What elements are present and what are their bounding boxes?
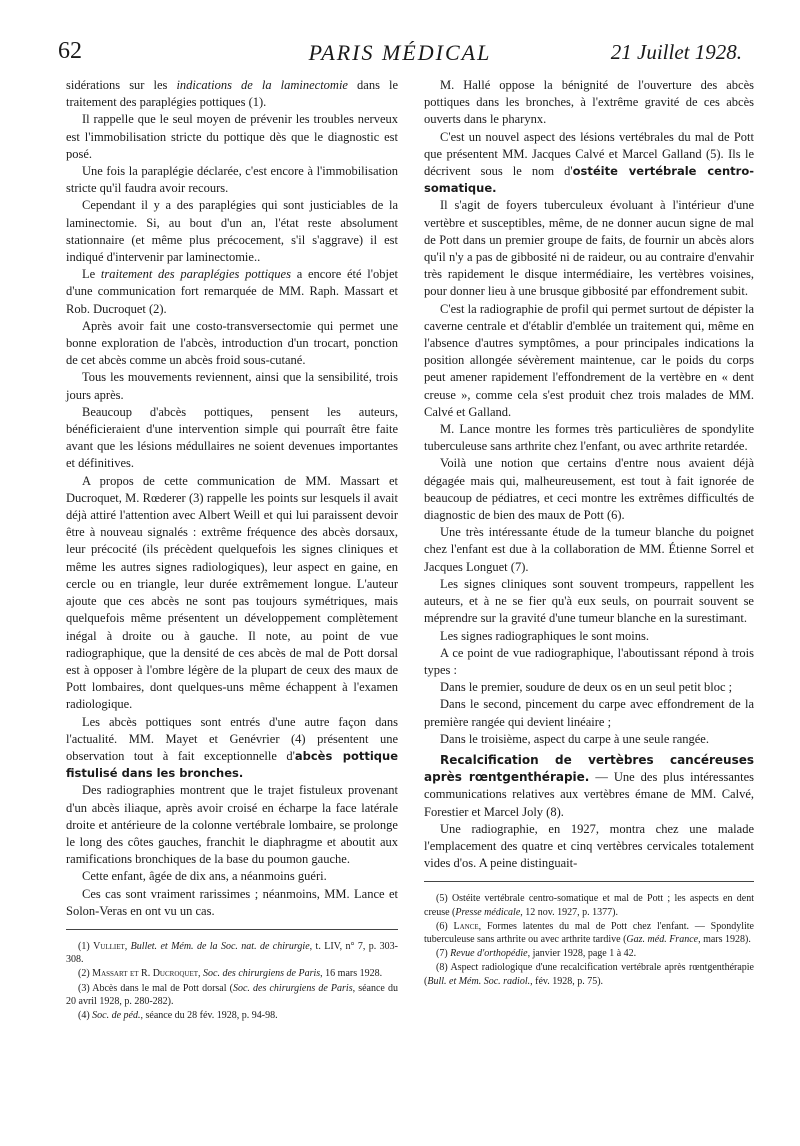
right-column [424, 77, 754, 989]
paragraph: Dans le second, pincement du carpe avec effondrement de la première rangée qui devient linéaire ; [424, 697, 754, 729]
paragraph: Les abcès pottiques sont entrés d'une autre façon dans l'actualité. MM. Mayet et Genévrier (4) présentent une observation tout à fait exceptionnelle d'abcès pottique fistulisé dans les bronches. [66, 714, 398, 781]
paragraph: Il s'agit de foyers tuberculeux évoluant à l'intérieur d'une vertèbre et susceptibles, même, de ne donner aucun signe de mal de Pott dans un premier groupe de faits, de fournir un abcès alors qu'il n'y a pas de gibbosité ni de raideur, ou au contraire d'envahir très rapidement le disque intermédiaire, les vertèbres voisines, pour donner lieu à une brusque gibbosité par effondrement subit. [424, 198, 754, 299]
footnote: (2) Massart et R. Ducroquet, Soc. des chirurgiens de Paris, 16 mars 1928. [78, 968, 383, 980]
paragraph: Tous les mouvements reviennent, ainsi que la sensibilité, trois jours après. [66, 370, 398, 402]
footnote: (7) Revue d'orthopédie, janvier 1928, page 1 à 42. [436, 948, 637, 960]
footnotes [424, 892, 754, 987]
paragraph: A propos de cette communication de MM. Massart et Ducroquet, M. Rœderer (3) rappelle les points sur lesquels il avait déjà attiré l'attention avec Albert Weill et qui lui paraissent devoir être à nouveau signalés : extrême fréquence des abcès dorsaux, leur précocité (ils précèdent quelquefois les signes cliniques et même les autres signes radiologiques), leur aspect en gaine, en cercle ou en triangle, leur durée extrêmement longue. L'auteur ajoute que ces abcès ne sont pas toujours symétriques, mais quelquefois même présentent un développement complètement inégal à droite ou à gauche. Il note, au point de vue radiographique, que la densité de ces abcès de mal de Pott dorsal est à opposer à l'ombre légère de la plupart de ceux des maux de Pott lombaires, dont quelques-uns même échappent à l'examen radiologique. [66, 473, 398, 712]
paragraph: M. Lance montre les formes très particulières de spondylite tuberculeuse sans arthrite chez l'enfant, ou avec arthrite retardée. [424, 422, 754, 454]
paragraph: Dans le premier, soudure de deux os en un seul petit bloc ; [440, 680, 733, 695]
paragraph: M. Hallé oppose la bénignité de l'ouverture des abcès pottiques dans les bronches, à l'extrême gravité de ces abcès ouverts dans le pharynx. [424, 78, 754, 127]
journal-title: PARIS MÉDICAL [308, 40, 492, 65]
paragraph: C'est un nouvel aspect des lésions vertébrales du mal de Pott que présentent MM. Jacques Calvé et Marcel Galland (5). Ils le décrivent sous le nom d'ostéite vertébrale centro-somatique. [424, 129, 754, 196]
footnote: (8) Aspect radiologique d'une recalcification vertébrale après rœntgenthérapie (Bull. et Mém. Soc. radiol., fév. 1928, p. 75). [424, 962, 754, 987]
footnotes [66, 940, 398, 1022]
page-header [58, 38, 742, 74]
section-heading: Recalcification de vertèbres cancéreuses après rœntgenthérapie. [424, 752, 754, 785]
page-number: 62 [58, 38, 82, 64]
paragraph: Voilà une notion que certains d'entre nous avaient déjà dégagée mais qui, malheureusement, est tout à fait ignorée de beaucoup de pédiatres, et ceci montre les extrêmes difficultés de diagnostic de bien des maux de Pott (6). [424, 456, 754, 523]
paragraph: Le traitement des paraplégies pottiques a encore été l'objet d'une communication fort remarquée de MM. Raph. Massart et Rob. Ducroquet (2). [66, 267, 398, 316]
paragraph: Beaucoup d'abcès pottiques, pensent les auteurs, bénéficieraient d'une intervention simple qui pourraît être faite avant que les lésions médullaires ne soient devenues importantes et définitives. [66, 404, 398, 471]
paragraph: Après avoir fait une costo-transversectomie qui permet une bonne exploration de l'abcès, introduction d'un trocart, ponction de cet abcès comme un abcès froid sous-cutané. [66, 318, 398, 368]
paragraph: Ces cas sont vraiment rarissimes ; néanmoins, MM. Lance et Solon-Veras en ont vu un cas. [66, 886, 398, 918]
paragraph: Les signes radiographiques le sont moins. [440, 628, 649, 643]
paragraph: Cette enfant, âgée de dix ans, a néanmoins guéri. [82, 869, 327, 884]
paragraph: sidérations sur les indications de la laminectomie dans le traitement des paraplégies pottiques (1). [66, 78, 398, 110]
section-heading-paragraph: Recalcification de vertèbres cancéreuses après rœntgenthérapie. — Une des plus intéressantes communications relatives aux vertèbres émane de MM. Calvé, Forestier et Marcel Joly (8). [424, 752, 755, 819]
paragraph: Une radiographie, en 1927, montra chez une malade l'emplacement des quatre et cinq vertèbres cervicales totalement vides d'os. A peine distinguait- [424, 821, 754, 871]
footnote: (4) Soc. de péd., séance du 28 fév. 1928, p. 94-98. [78, 1009, 278, 1021]
paragraph: Il rappelle que le seul moyen de prévenir les troubles nerveux est l'immobilisation stricte du pottique dès que le diagnostic est posé. [66, 112, 398, 161]
paragraph: Une très intéressante étude de la tumeur blanche du poignet chez l'enfant est due à la collaboration de MM. Étienne Sorrel et Jacques Longuet (7). [424, 525, 754, 574]
paragraph: Cependant il y a des paraplégies qui sont justiciables de la laminectomie. Si, au bout d'un an, l'état reste absolument stationnaire (et même plus précocement, s'il s'aggrave) il est indiqué d'intervenir par laminectomie.. [66, 198, 398, 265]
footnote: (1) Vulliet, Bullet. et Mém. de la Soc. nat. de chirurgie, t. LIV, n° 7, p. 303-308. [66, 940, 398, 966]
footnote-divider [424, 881, 754, 882]
paragraph: Des radiographies montrent que le trajet fistuleux provenant d'un abcès iliaque, après avoir croisé en écharpe la face latérale droite et antérieure de la colonne vertébrale lombaire, se prolonge le long des côtes gauches, franchit le diaphragme et aboutit aux ramifications bronchiques de la base du poumon gauche. [66, 783, 398, 867]
issue-date: 21 Juillet 1928. [610, 40, 742, 64]
paragraph: Une fois la paraplégie déclarée, c'est encore à l'immobilisation stricte qu'il faudra avoir recours. [66, 164, 398, 196]
paragraph: Dans le troisième, aspect du carpe à une seule rangée. [440, 731, 709, 746]
paragraph: A ce point de vue radiographique, l'aboutissant répond à trois types : [424, 645, 754, 677]
footnote: (3) Abcès dans le mal de Pott dorsal (Soc. des chirurgiens de Paris, séance du 20 avril 1928, p. 280-282). [66, 982, 398, 1007]
footnote: (6) Lance, Formes latentes du mal de Pott chez l'enfant. — Spondylite tuberculeuse sans arthrite ou avec arthrite tardive (Gaz. méd. France, mars 1928). [424, 920, 754, 945]
paragraph: C'est la radiographie de profil qui permet surtout de dépister la caverne centrale et d'établir d'emblée un traitement qui, même en l'absence d'autres symptômes, a pour principales indications la position allongée sévèrement maintenue, car le poids du corps peut amener rapidement l'effondrement de la vertèbre en « dent creuse », comme cela s'est produit chez trois malades de MM. Calvé et Galland. [424, 301, 754, 419]
footnote: (5) Ostéite vertébrale centro-somatique et mal de Pott ; les aspects en dent creuse (Presse médicale, 12 nov. 1927, p. 1377). [424, 893, 754, 918]
paragraph: Les signes cliniques sont souvent trompeurs, rappellent les auteurs, et à ne se fier qu'à eux seuls, on pourrait souvent se méprendre sur la gravité d'une tumeur blanche en la surestimant. [424, 576, 754, 626]
left-column [66, 77, 398, 1023]
footnote-divider [66, 929, 398, 930]
